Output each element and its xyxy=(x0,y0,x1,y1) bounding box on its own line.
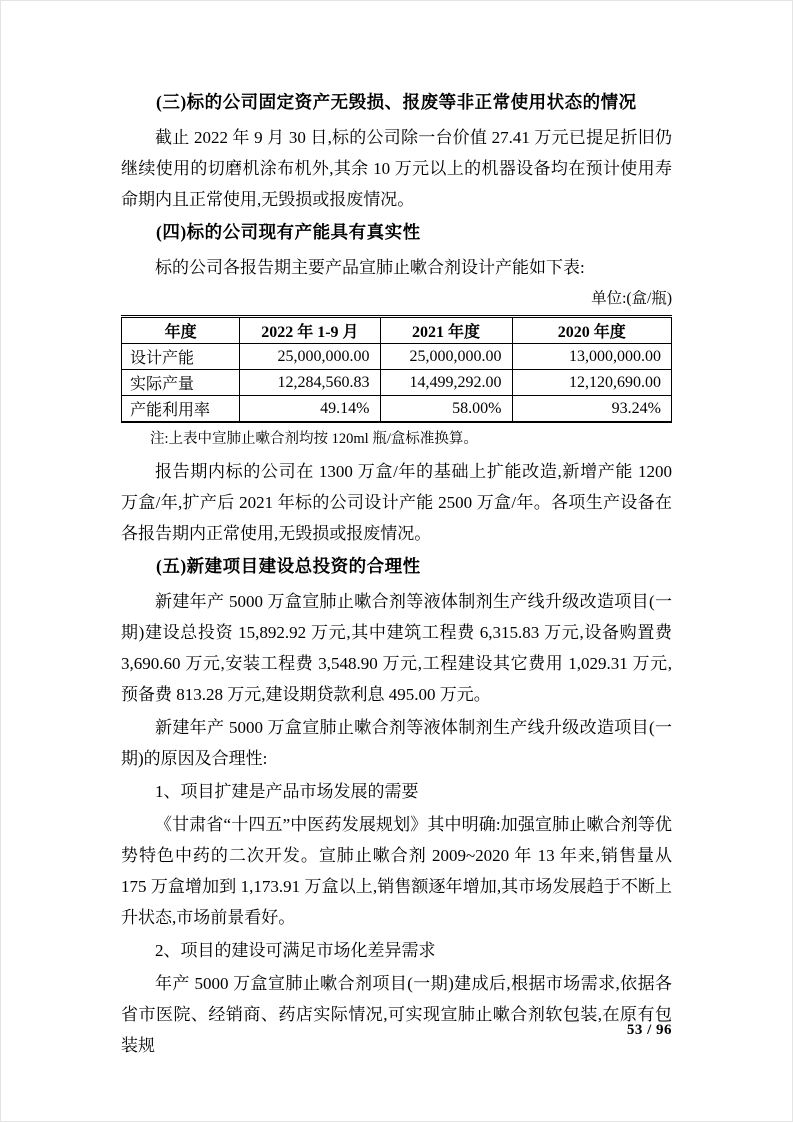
section-4-heading: (四)标的公司现有产能具有真实性 xyxy=(156,222,421,242)
utilization-rate-2020: 93.24% xyxy=(512,396,672,423)
table-unit-label: 单位:(盒/瓶) xyxy=(591,290,672,307)
col-header-2021: 2021 年度 xyxy=(380,317,512,344)
actual-output-2020: 12,120,690.00 xyxy=(512,370,672,396)
page-content xyxy=(1,1,792,1061)
actual-output-2022: 12,284,560.83 xyxy=(240,370,380,396)
table-row-design-capacity xyxy=(122,344,672,370)
section-5-paragraph-2: 新建年产 5000 万盒宣肺止嗽合剂等液体制剂生产线升级改造项目(一期)的原因及合理性: xyxy=(121,718,672,768)
section-3-heading: (三)标的公司固定资产无毁损、报废等非正常使用状态的情况 xyxy=(156,92,637,112)
item-2-heading: 2、项目的建设可满足市场化差异需求 xyxy=(155,941,436,960)
design-capacity-2021: 25,000,000.00 xyxy=(380,344,512,370)
row-label-utilization-rate: 产能利用率 xyxy=(122,396,240,423)
utilization-rate-2021: 58.00% xyxy=(380,396,512,423)
col-header-year: 年度 xyxy=(122,317,240,344)
item-1-paragraph: 《甘肃省“十四五”中医药发展规划》其中明确:加强宣肺止嗽合剂等优势特色中药的二次开发。宣肺止嗽合剂 2009~2020 年 13 年来,销售量从 175 万盒增加到 1,173.91 万盒以上,销售额逐年增加,其市场发展趋于不断上升状态,市场前景看好。 xyxy=(121,815,672,927)
actual-output-2021: 14,499,292.00 xyxy=(380,370,512,396)
table-row-actual-output xyxy=(122,370,672,396)
page-number: 53 / 96 xyxy=(626,1022,672,1038)
col-header-2020: 2020 年度 xyxy=(512,317,672,344)
col-header-2022: 2022 年 1-9 月 xyxy=(240,317,380,344)
capacity-table xyxy=(121,315,672,423)
row-label-design-capacity: 设计产能 xyxy=(122,344,240,370)
capacity-table-header-row xyxy=(122,317,672,344)
item-2-paragraph: 年产 5000 万盒宣肺止嗽合剂项目(一期)建成后,根据市场需求,依据各省市医院、经销商、药店实际情况,可实现宣肺止嗽合剂软包装,在原有包装规 xyxy=(121,974,672,1055)
section-5-paragraph-1: 新建年产 5000 万盒宣肺止嗽合剂等液体制剂生产线升级改造项目(一期)建设总投资 15,892.92 万元,其中建筑工程费 6,315.83 万元,设备购置费 3,690.60 万元,安装工程费 3,548.90 万元,工程建设其它费用 1,029.31 万元,预备费 813.28 万元,建设期贷款利息 495.00 万元。 xyxy=(121,592,672,704)
section-5-heading: (五)新建项目建设总投资的合理性 xyxy=(156,556,421,576)
table-footnote: 注:上表中宣肺止嗽合剂均按 120ml 瓶/盒标准换算。 xyxy=(150,431,478,447)
section-4-paragraph: 报告期内标的公司在 1300 万盒/年的基础上扩能改造,新增产能 1200 万盒/年,扩产后 2021 年标的公司设计产能 2500 万盒/年。各项生产设备在各报告期内正常使用,无毁损或报废情况。 xyxy=(121,462,672,543)
section-4-intro: 标的公司各报告期主要产品宣肺止嗽合剂设计产能如下表: xyxy=(155,258,585,277)
item-1-heading: 1、项目扩建是产品市场发展的需要 xyxy=(155,782,419,801)
design-capacity-2020: 13,000,000.00 xyxy=(512,344,672,370)
table-row-utilization-rate xyxy=(122,396,672,423)
design-capacity-2022: 25,000,000.00 xyxy=(240,344,380,370)
section-3-paragraph: 截止 2022 年 9 月 30 日,标的公司除一台价值 27.41 万元已提足折旧仍继续使用的切磨机涂布机外,其余 10 万元以上的机器设备均在预计使用寿命期内且正常使用,无毁损或报废情况。 xyxy=(121,128,672,209)
utilization-rate-2022: 49.14% xyxy=(240,396,380,423)
row-label-actual-output: 实际产量 xyxy=(122,370,240,396)
